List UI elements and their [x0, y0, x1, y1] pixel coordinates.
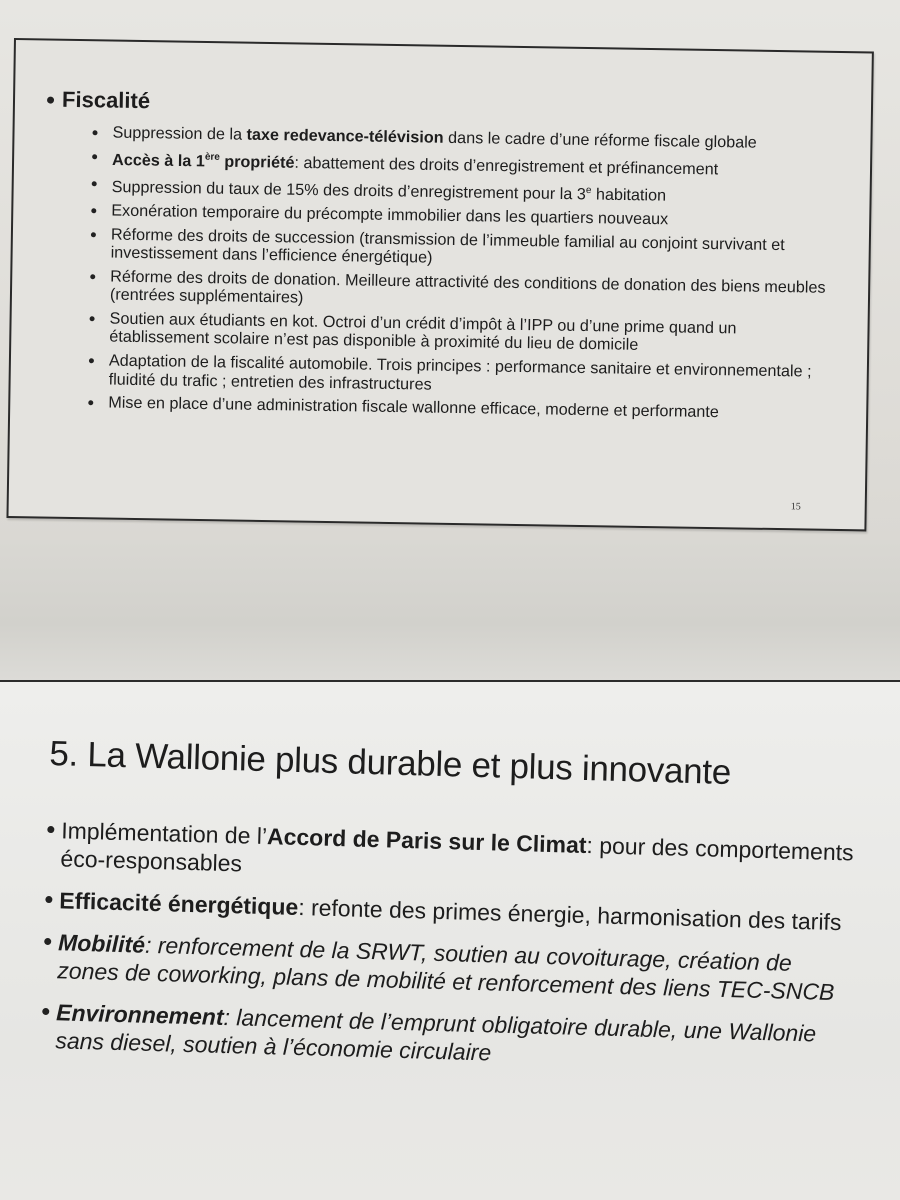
item-bold: propriété [219, 152, 295, 172]
item-text: Soutien aux étudiants en kot. Octroi d’un crédit d’impôt à l’IPP ou d’une prime quand un établissement scolaire n’est pas disponible à proximité du lieu de domicile [109, 309, 737, 355]
page-number: 15 [790, 501, 801, 513]
item-text: Adaptation de la fiscalité automobile. Trois principes : performance sanitaire et environnementale ; fluidité du trafic ; entretien des infrastructures [108, 351, 812, 394]
bullet-icon [42, 1008, 49, 1015]
item-bold: Accord de Paris sur le Climat [266, 823, 587, 859]
bullet-icon [91, 232, 96, 237]
bullet-icon [47, 96, 54, 103]
bullet-icon [45, 896, 52, 903]
item-sup: ère [204, 151, 220, 163]
item-text: Suppression de la [112, 123, 247, 144]
slide-fiscalite [6, 38, 873, 531]
item-bold: Accès à la 1 [111, 150, 205, 171]
item-text: Mise en place d’une administration fiscale wallonne efficace, moderne et performante [108, 393, 720, 422]
item-text: : refonte des primes énergie, harmonisation des tarifs [297, 894, 842, 936]
item-bold: Mobilité [57, 929, 146, 958]
list-item [89, 309, 837, 358]
bullet-icon [92, 130, 97, 135]
item-bold: Environnement [55, 999, 224, 1030]
item-text: Exonération temporaire du précompte immobilier dans les quartiers nouveaux [111, 201, 669, 229]
main-bullet-fiscalite [41, 86, 841, 125]
item-text: Réforme des droits de donation. Meilleure attractivité des conditions de donation des biens meubles (rentrées supplémentaires) [109, 267, 826, 307]
item-text: : renforcement de la SRWT, soutien au covoiturage, création de zones de coworking, plans de mobilité et renforcement des liens TEC-SNCB [57, 931, 835, 1005]
bullet-icon [91, 208, 96, 213]
fiscalite-list [36, 122, 840, 423]
slide-gap [0, 540, 900, 680]
section-title: 5. La Wallonie plus durable et plus innovante [48, 734, 732, 793]
bullet-icon [92, 154, 97, 159]
bullet-icon [44, 938, 51, 945]
bullet-icon [90, 274, 95, 279]
list-item [46, 816, 857, 895]
bullet-icon [89, 358, 94, 363]
list-item [43, 928, 854, 1007]
list-item [41, 998, 852, 1077]
bullet-icon [88, 400, 93, 405]
bullet-icon [90, 316, 95, 321]
list-item [90, 225, 838, 274]
durable-list [41, 816, 857, 1077]
slide-heading: Fiscalité [61, 86, 151, 114]
item-text: : abattement des droits d’enregistrement et préfinancement [294, 153, 719, 179]
item-sup: e [585, 184, 592, 196]
item-text: dans le cadre d’une réforme fiscale globale [443, 128, 757, 152]
bullet-icon [47, 826, 54, 833]
slide-wallonie-durable [0, 682, 900, 1200]
item-text: Réforme des droits de succession (transmission de l’immeuble familial au conjoint survivant et investissement dans l’efficience énergétique) [110, 225, 785, 267]
bullet-icon [92, 181, 97, 186]
item-text: : pour des comportements éco-responsables [60, 832, 854, 877]
item-bold: taxe redevance-télévision [246, 125, 444, 147]
item-text: habitation [591, 185, 667, 205]
list-item [45, 886, 855, 937]
list-item [90, 267, 838, 316]
item-text: Implémentation de l’ [60, 817, 268, 850]
item-bold: Efficacité énergétique [58, 887, 299, 920]
item-text: Suppression du taux de 15% des droits d’enregistrement pour la 3 [111, 177, 586, 204]
item-text: : lancement de l’emprunt obligatoire durable, une Wallonie sans diesel, soutien à l’économie circulaire [55, 1003, 817, 1066]
list-item [89, 351, 837, 400]
